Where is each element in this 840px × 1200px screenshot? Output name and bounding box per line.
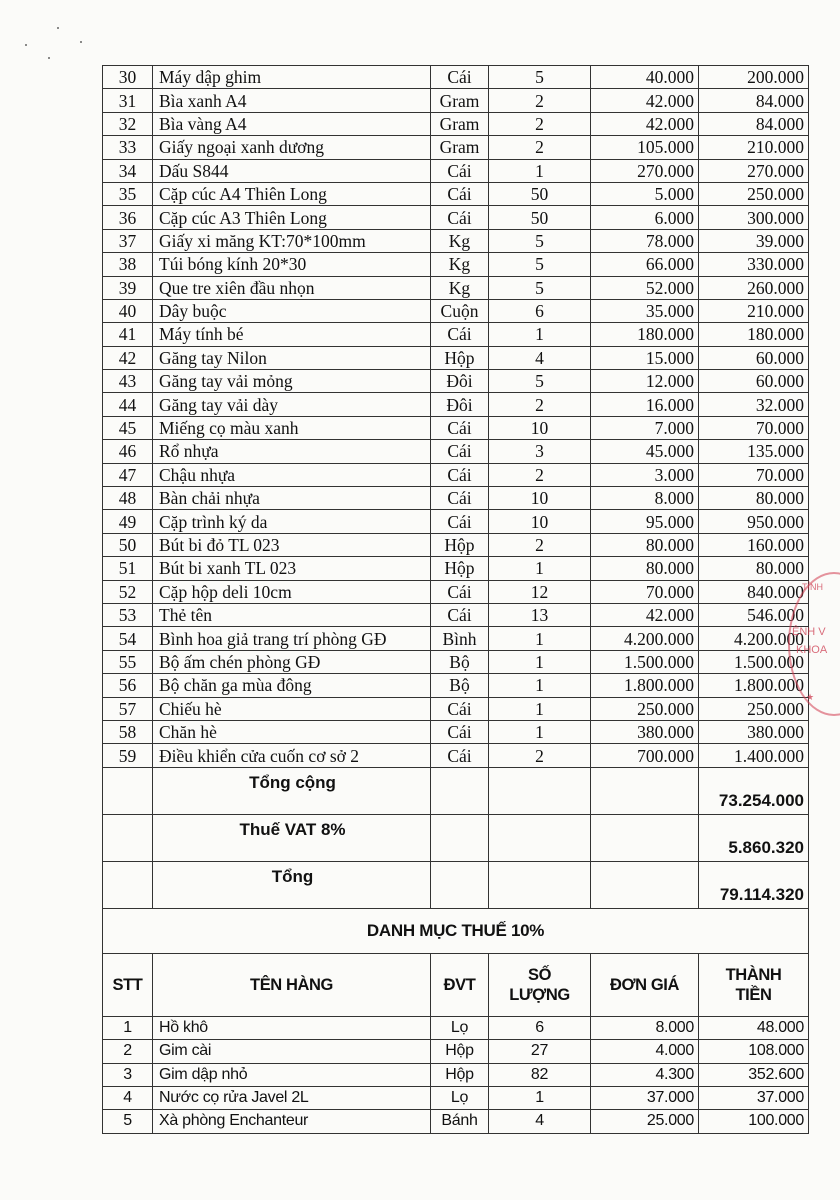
name-cell: Máy tính bé: [153, 323, 431, 346]
total-cell: 48.000: [699, 1016, 809, 1039]
total-cell: 270.000: [699, 159, 809, 182]
empty-cell: [489, 767, 591, 814]
unit-cell: Cái: [431, 580, 489, 603]
qty-cell: 50: [489, 182, 591, 205]
header-qty-line1: SỐ: [527, 965, 552, 984]
price-cell: 700.000: [591, 744, 699, 767]
qty-cell: 82: [489, 1063, 591, 1086]
price-cell: 6.000: [591, 206, 699, 229]
table-row: [103, 533, 809, 556]
header-qty-line2: LƯỢNG: [509, 985, 570, 1004]
unit-cell: Lọ: [431, 1016, 489, 1039]
price-cell: 4.300: [591, 1063, 699, 1086]
name-cell: Bút bi xanh TL 023: [153, 557, 431, 580]
table-row: [103, 1040, 809, 1063]
price-cell: 3.000: [591, 463, 699, 486]
name-cell: Găng tay vải dày: [153, 393, 431, 416]
qty-cell: 1: [489, 720, 591, 743]
total-cell: 1.800.000: [699, 674, 809, 697]
table-row: [103, 206, 809, 229]
qty-cell: 2: [489, 744, 591, 767]
stt-cell: 57: [103, 697, 153, 720]
price-cell: 380.000: [591, 720, 699, 743]
table-row: [103, 697, 809, 720]
summary-row-total: [103, 861, 809, 908]
header-qty: [489, 953, 591, 1016]
unit-cell: Kg: [431, 229, 489, 252]
name-cell: Chăn hè: [153, 720, 431, 743]
table-row: [103, 370, 809, 393]
goods-table: [102, 65, 809, 1134]
qty-cell: 10: [489, 416, 591, 439]
price-cell: 80.000: [591, 533, 699, 556]
stt-cell: 36: [103, 206, 153, 229]
price-cell: 66.000: [591, 253, 699, 276]
qty-cell: 1: [489, 1086, 591, 1109]
empty-cell: [103, 861, 153, 908]
total-cell: 37.000: [699, 1086, 809, 1109]
table-row: [103, 510, 809, 533]
price-cell: 80.000: [591, 557, 699, 580]
table-row: [103, 674, 809, 697]
total-cell: 250.000: [699, 182, 809, 205]
price-cell: 15.000: [591, 346, 699, 369]
scan-speck: [57, 27, 59, 29]
stt-cell: 2: [103, 1040, 153, 1063]
qty-cell: 2: [489, 136, 591, 159]
qty-cell: 1: [489, 159, 591, 182]
qty-cell: 1: [489, 650, 591, 673]
empty-cell: [431, 767, 489, 814]
stamp-star-icon: ★: [806, 692, 815, 702]
qty-cell: 27: [489, 1040, 591, 1063]
total-cell: 39.000: [699, 229, 809, 252]
qty-cell: 13: [489, 603, 591, 626]
name-cell: Găng tay Nilon: [153, 346, 431, 369]
unit-cell: Đôi: [431, 370, 489, 393]
qty-cell: 10: [489, 487, 591, 510]
name-cell: Túi bóng kính 20*30: [153, 253, 431, 276]
scan-speck: [48, 57, 50, 59]
stt-cell: 43: [103, 370, 153, 393]
stt-cell: 47: [103, 463, 153, 486]
empty-cell: [103, 767, 153, 814]
qty-cell: 50: [489, 206, 591, 229]
price-cell: 78.000: [591, 229, 699, 252]
subtotal-label: Tổng cộng: [153, 767, 431, 814]
stt-cell: 54: [103, 627, 153, 650]
name-cell: Cặp cúc A4 Thiên Long: [153, 182, 431, 205]
column-header-row: [103, 953, 809, 1016]
stt-cell: 55: [103, 650, 153, 673]
unit-cell: Cái: [431, 159, 489, 182]
stt-cell: 48: [103, 487, 153, 510]
table-row: [103, 1063, 809, 1086]
qty-cell: 1: [489, 697, 591, 720]
table-row: [103, 416, 809, 439]
name-cell: Giấy xi măng KT:70*100mm: [153, 229, 431, 252]
table-row: [103, 159, 809, 182]
price-cell: 35.000: [591, 299, 699, 322]
table-row: [103, 182, 809, 205]
unit-cell: Hộp: [431, 1040, 489, 1063]
name-cell: Bộ chăn ga mùa đông: [153, 674, 431, 697]
name-cell: Nước cọ rửa Javel 2L: [153, 1086, 431, 1109]
table-row: [103, 229, 809, 252]
name-cell: Que tre xiên đầu nhọn: [153, 276, 431, 299]
price-cell: 16.000: [591, 393, 699, 416]
unit-cell: Bộ: [431, 674, 489, 697]
stt-cell: 5: [103, 1110, 153, 1133]
name-cell: Bìa vàng A4: [153, 112, 431, 135]
price-cell: 52.000: [591, 276, 699, 299]
total-cell: 546.000: [699, 603, 809, 626]
unit-cell: Cái: [431, 603, 489, 626]
unit-cell: Cái: [431, 440, 489, 463]
header-total-line1: THÀNH: [725, 965, 782, 984]
stt-cell: 39: [103, 276, 153, 299]
unit-cell: Cái: [431, 720, 489, 743]
stt-cell: 42: [103, 346, 153, 369]
unit-cell: Cái: [431, 744, 489, 767]
unit-cell: Cái: [431, 463, 489, 486]
table-row: [103, 346, 809, 369]
total-cell: 84.000: [699, 112, 809, 135]
name-cell: Hồ khô: [153, 1016, 431, 1039]
qty-cell: 6: [489, 299, 591, 322]
price-cell: 7.000: [591, 416, 699, 439]
main-table-body: [103, 66, 809, 768]
price-cell: 70.000: [591, 580, 699, 603]
table-row: [103, 557, 809, 580]
price-cell: 105.000: [591, 136, 699, 159]
stt-cell: 3: [103, 1063, 153, 1086]
unit-cell: Cái: [431, 66, 489, 89]
qty-cell: 4: [489, 1110, 591, 1133]
stt-cell: 4: [103, 1086, 153, 1109]
table-row: [103, 323, 809, 346]
total-cell: 1.500.000: [699, 650, 809, 673]
table-row: [103, 1016, 809, 1039]
stamp-text: TỈNH: [802, 582, 823, 592]
unit-cell: Kg: [431, 253, 489, 276]
unit-cell: Cái: [431, 697, 489, 720]
table-row: [103, 487, 809, 510]
unit-cell: Cuộn: [431, 299, 489, 322]
total-cell: 380.000: [699, 720, 809, 743]
vat10-table-body: [103, 1016, 809, 1133]
qty-cell: 5: [489, 276, 591, 299]
table-row: [103, 112, 809, 135]
name-cell: Máy dập ghim: [153, 66, 431, 89]
total-cell: 260.000: [699, 276, 809, 299]
table-row: [103, 276, 809, 299]
stt-cell: 53: [103, 603, 153, 626]
table-row: [103, 1110, 809, 1133]
total-cell: 32.000: [699, 393, 809, 416]
table-row: [103, 253, 809, 276]
qty-cell: 1: [489, 557, 591, 580]
name-cell: Chậu nhựa: [153, 463, 431, 486]
table-row: [103, 580, 809, 603]
stt-cell: 46: [103, 440, 153, 463]
name-cell: Rổ nhựa: [153, 440, 431, 463]
qty-cell: 2: [489, 533, 591, 556]
price-cell: 1.800.000: [591, 674, 699, 697]
qty-cell: 12: [489, 580, 591, 603]
qty-cell: 6: [489, 1016, 591, 1039]
unit-cell: Hộp: [431, 346, 489, 369]
total-cell: 210.000: [699, 136, 809, 159]
stt-cell: 49: [103, 510, 153, 533]
name-cell: Cặp cúc A3 Thiên Long: [153, 206, 431, 229]
table-row: [103, 299, 809, 322]
unit-cell: Đôi: [431, 393, 489, 416]
qty-cell: 5: [489, 253, 591, 276]
total-cell: 135.000: [699, 440, 809, 463]
stamp-text: KHOA: [796, 644, 828, 656]
price-cell: 42.000: [591, 89, 699, 112]
vat-label: Thuế VAT 8%: [153, 814, 431, 861]
name-cell: Bộ ấm chén phòng GĐ: [153, 650, 431, 673]
stt-cell: 50: [103, 533, 153, 556]
empty-cell: [591, 814, 699, 861]
qty-cell: 5: [489, 66, 591, 89]
price-cell: 180.000: [591, 323, 699, 346]
total-cell: 80.000: [699, 557, 809, 580]
total-cell: 200.000: [699, 66, 809, 89]
price-cell: 12.000: [591, 370, 699, 393]
price-cell: 5.000: [591, 182, 699, 205]
unit-cell: Hộp: [431, 533, 489, 556]
qty-cell: 1: [489, 323, 591, 346]
table-row: [103, 440, 809, 463]
total-cell: 4.200.000: [699, 627, 809, 650]
stamp-text: ỆNH V: [792, 626, 826, 638]
unit-cell: Hộp: [431, 557, 489, 580]
unit-cell: Gram: [431, 89, 489, 112]
name-cell: Dấu S844: [153, 159, 431, 182]
name-cell: Gim cài: [153, 1040, 431, 1063]
name-cell: Bìa xanh A4: [153, 89, 431, 112]
table-row: [103, 136, 809, 159]
stt-cell: 32: [103, 112, 153, 135]
price-cell: 45.000: [591, 440, 699, 463]
header-name: TÊN HÀNG: [153, 953, 431, 1016]
qty-cell: 2: [489, 112, 591, 135]
header-unit: ĐVT: [431, 953, 489, 1016]
header-price: ĐƠN GIÁ: [591, 953, 699, 1016]
section-title-row: [103, 908, 809, 953]
unit-cell: Cái: [431, 323, 489, 346]
qty-cell: 5: [489, 370, 591, 393]
section-title: DANH MỤC THUẾ 10%: [103, 908, 809, 953]
name-cell: Cặp trình ký da: [153, 510, 431, 533]
qty-cell: 2: [489, 89, 591, 112]
qty-cell: 3: [489, 440, 591, 463]
stt-cell: 56: [103, 674, 153, 697]
total-cell: 210.000: [699, 299, 809, 322]
empty-cell: [591, 767, 699, 814]
qty-cell: 2: [489, 393, 591, 416]
total-cell: 250.000: [699, 697, 809, 720]
scan-speck: [25, 44, 27, 46]
unit-cell: Cái: [431, 206, 489, 229]
total-label: Tổng: [153, 861, 431, 908]
qty-cell: 10: [489, 510, 591, 533]
name-cell: Điều khiển cửa cuốn cơ sở 2: [153, 744, 431, 767]
empty-cell: [431, 814, 489, 861]
qty-cell: 4: [489, 346, 591, 369]
name-cell: Dây buộc: [153, 299, 431, 322]
empty-cell: [431, 861, 489, 908]
name-cell: Thẻ tên: [153, 603, 431, 626]
total-cell: 1.400.000: [699, 744, 809, 767]
empty-cell: [489, 861, 591, 908]
qty-cell: 5: [489, 229, 591, 252]
empty-cell: [591, 861, 699, 908]
unit-cell: Bánh: [431, 1110, 489, 1133]
total-cell: 160.000: [699, 533, 809, 556]
price-cell: 1.500.000: [591, 650, 699, 673]
table-row: [103, 66, 809, 89]
stt-cell: 33: [103, 136, 153, 159]
name-cell: Gim dập nhỏ: [153, 1063, 431, 1086]
empty-cell: [103, 814, 153, 861]
total-cell: 300.000: [699, 206, 809, 229]
price-cell: 8.000: [591, 1016, 699, 1039]
unit-cell: Gram: [431, 112, 489, 135]
total-cell: 352.600: [699, 1063, 809, 1086]
vat-value: 5.860.320: [699, 814, 809, 861]
total-cell: 60.000: [699, 346, 809, 369]
unit-cell: Kg: [431, 276, 489, 299]
total-cell: 84.000: [699, 89, 809, 112]
stt-cell: 1: [103, 1016, 153, 1039]
stt-cell: 51: [103, 557, 153, 580]
price-cell: 8.000: [591, 487, 699, 510]
stt-cell: 35: [103, 182, 153, 205]
stt-cell: 58: [103, 720, 153, 743]
table-row: [103, 627, 809, 650]
name-cell: Găng tay vải mỏng: [153, 370, 431, 393]
total-cell: 80.000: [699, 487, 809, 510]
unit-cell: Bộ: [431, 650, 489, 673]
total-cell: 180.000: [699, 323, 809, 346]
total-cell: 840.000: [699, 580, 809, 603]
unit-cell: Lọ: [431, 1086, 489, 1109]
table-row: [103, 1086, 809, 1109]
empty-cell: [489, 814, 591, 861]
stt-cell: 30: [103, 66, 153, 89]
stt-cell: 59: [103, 744, 153, 767]
table-row: [103, 603, 809, 626]
price-cell: 4.000: [591, 1040, 699, 1063]
header-total: [699, 953, 809, 1016]
qty-cell: 1: [489, 674, 591, 697]
total-cell: 330.000: [699, 253, 809, 276]
table-row: [103, 463, 809, 486]
stt-cell: 45: [103, 416, 153, 439]
summary-row-vat: [103, 814, 809, 861]
summary-body: [103, 767, 809, 1016]
header-total-line2: TIỀN: [735, 985, 772, 1004]
subtotal-value: 73.254.000: [699, 767, 809, 814]
total-cell: 100.000: [699, 1110, 809, 1133]
stt-cell: 37: [103, 229, 153, 252]
table-row: [103, 744, 809, 767]
name-cell: Giấy ngoại xanh dương: [153, 136, 431, 159]
scan-speck: [80, 41, 82, 43]
stt-cell: 31: [103, 89, 153, 112]
price-cell: 40.000: [591, 66, 699, 89]
price-cell: 37.000: [591, 1086, 699, 1109]
price-cell: 95.000: [591, 510, 699, 533]
unit-cell: Cái: [431, 182, 489, 205]
name-cell: Xà phòng Enchanteur: [153, 1110, 431, 1133]
total-cell: 70.000: [699, 463, 809, 486]
table-row: [103, 650, 809, 673]
stt-cell: 41: [103, 323, 153, 346]
unit-cell: Bình: [431, 627, 489, 650]
price-cell: 4.200.000: [591, 627, 699, 650]
name-cell: Bàn chải nhựa: [153, 487, 431, 510]
header-stt: STT: [103, 953, 153, 1016]
price-cell: 250.000: [591, 697, 699, 720]
qty-cell: 2: [489, 463, 591, 486]
table-row: [103, 393, 809, 416]
name-cell: Bình hoa giả trang trí phòng GĐ: [153, 627, 431, 650]
price-cell: 25.000: [591, 1110, 699, 1133]
total-cell: 950.000: [699, 510, 809, 533]
table-row: [103, 720, 809, 743]
unit-cell: Cái: [431, 510, 489, 533]
name-cell: Cặp hộp deli 10cm: [153, 580, 431, 603]
stt-cell: 38: [103, 253, 153, 276]
stt-cell: 52: [103, 580, 153, 603]
total-cell: 108.000: [699, 1040, 809, 1063]
price-cell: 42.000: [591, 112, 699, 135]
name-cell: Miếng cọ màu xanh: [153, 416, 431, 439]
unit-cell: Cái: [431, 416, 489, 439]
price-cell: 270.000: [591, 159, 699, 182]
unit-cell: Hộp: [431, 1063, 489, 1086]
unit-cell: Gram: [431, 136, 489, 159]
stt-cell: 34: [103, 159, 153, 182]
total-cell: 60.000: [699, 370, 809, 393]
total-value: 79.114.320: [699, 861, 809, 908]
unit-cell: Cái: [431, 487, 489, 510]
name-cell: Bút bi đỏ TL 023: [153, 533, 431, 556]
summary-row-subtotal: [103, 767, 809, 814]
qty-cell: 1: [489, 627, 591, 650]
name-cell: Chiếu hè: [153, 697, 431, 720]
stt-cell: 40: [103, 299, 153, 322]
table-row: [103, 89, 809, 112]
stt-cell: 44: [103, 393, 153, 416]
price-cell: 42.000: [591, 603, 699, 626]
total-cell: 70.000: [699, 416, 809, 439]
